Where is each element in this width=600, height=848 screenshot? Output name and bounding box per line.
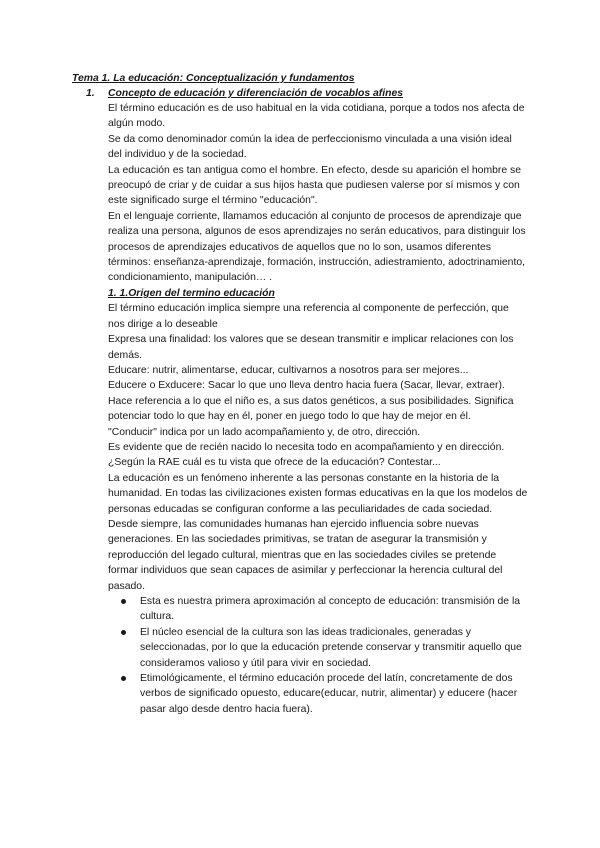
section-number: 1. — [86, 88, 95, 99]
paragraph: "Conducir" indica por un lado acompañamiento y, de otro, dirección. — [108, 426, 421, 438]
paragraph: El término educación es de uso habitual en la vida cotidiana, porque a todos nos afecta de algún modo. — [108, 103, 525, 130]
bullet-icon — [121, 676, 126, 681]
paragraph: Es evidente que de recién nacido lo necesita todo en acompañamiento y en dirección. — [108, 441, 505, 453]
document-title: Tema 1. La educación: Conceptualización y fundamentos — [72, 73, 355, 84]
paragraph: La educación es tan antigua como el hombre. En efecto, desde su aparición el hombre se preocupó de criar y de cuidar a sus hijos hasta que pudiesen valerse por sí mismos y con este significado surge el término "educación". — [108, 164, 521, 207]
paragraph: Hace referencia a lo que el niño es, a sus datos genéticos, a sus posibilidades. Significa potenciar todo lo que hay en él, poner en juego todo lo que hay de mejor en él. — [108, 395, 514, 423]
list-item-text: Etimológicamente, el término educación procede del latín, concretamente de dos verbos de significado opuesto, educare(educar, nutrir, alimentar) y educere (hacer pasar algo desde dentro hacia fuera). — [140, 673, 518, 715]
document-body — [108, 101, 528, 717]
paragraph: Educere o Exducere: Sacar lo que uno lleva dentro hacia fuera (Sacar, llevar, extraer). — [108, 380, 505, 392]
subsection-heading: 1. 1.Origen del termino educación — [108, 287, 275, 299]
bullet-icon — [121, 630, 126, 635]
section-heading — [86, 86, 516, 101]
paragraph: El término educación implica siempre una referencia al componente de perfección, que nos dirige a lo deseable — [108, 303, 509, 330]
paragraph: ¿Según la RAE cuál es tu vista que ofrece de la educación? Contestar... — [108, 457, 441, 469]
paragraph: Desde siempre, las comunidades humanas han ejercido influencia sobre nuevas generaciones. En las sociedades primitivas, se tratan de asegurar la transmisión y reproducción del legado cultural, mientras que en las sociedades civiles se pretende formar individuos que sean capaces de asimilar y perfeccionar la herencia cultural del pasado. — [108, 518, 503, 592]
list-item — [108, 594, 528, 625]
section-title: Concepto de educación y diferenciación de vocablos afines — [108, 88, 404, 99]
paragraph: Se da como denominador común la idea de perfeccionismo vinculada a una visión ideal del individuo y de la sociedad. — [108, 133, 512, 161]
bullet-icon — [121, 599, 126, 604]
bullet-list — [108, 594, 528, 717]
paragraph: En el lenguaje corriente, llamamos educación al conjunto de procesos de aprendizaje que realiza una persona, algunos de esos aprendizajes no serán educativos, para distinguir los procesos de aprendizajes educativos de aquellos que no lo son, usamos diferentes términos: enseñanza-aprendizaje, formación, instrucción, adiestramiento, adoctrinamiento, condicionamiento, manipulación… . — [108, 210, 526, 284]
paragraph: Educare: nutrir, alimentarse, educar, cultivarnos a nosotros para ser mejores... — [108, 364, 469, 376]
paragraph: Expresa una finalidad: los valores que se desean transmitir e implicar relaciones con los demás. — [108, 334, 514, 361]
paragraph: La educación es un fenómeno inherente a las personas constante en la historia de la humanidad. En todas las civilizaciones existen formas educativas en la que los modelos de personas educadas se configuran conforme a las peculiaridades de cada sociedad. — [108, 472, 528, 515]
list-item-text: Esta es nuestra primera aproximación al concepto de educación: transmisión de la cultura. — [140, 596, 521, 623]
list-item — [108, 671, 528, 717]
list-item — [108, 625, 528, 671]
list-item-text: El núcleo esencial de la cultura son las ideas tradicionales, generadas y seleccionadas, por lo que la educación pretende conservar y transmitir aquello que consideramos valioso y útil para vivir en sociedad. — [140, 626, 522, 669]
